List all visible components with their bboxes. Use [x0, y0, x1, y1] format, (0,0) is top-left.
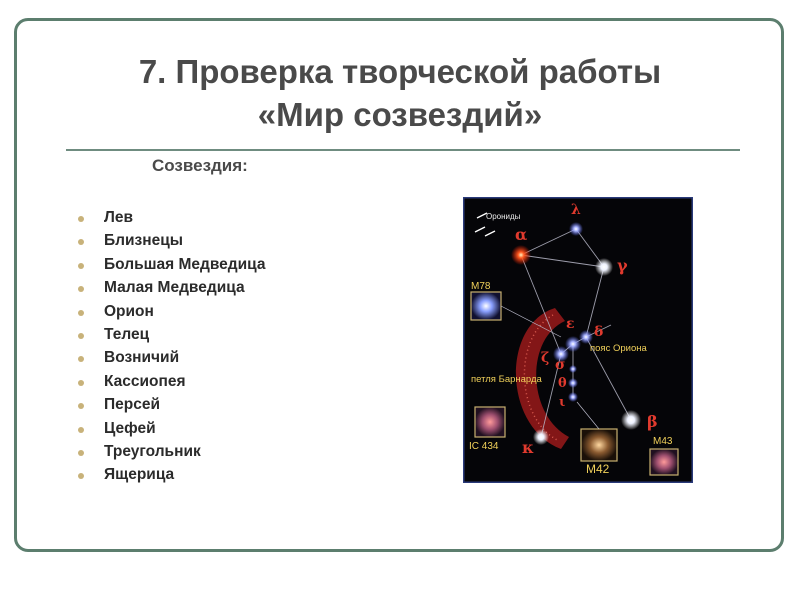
barnard-loop-label: петля Барнарда [471, 374, 542, 385]
label-theta: θ [558, 376, 567, 391]
title-line-1: 7. Проверка творческой работы [138, 53, 662, 90]
slide-title [20, 50, 780, 136]
bullet-icon [78, 310, 84, 316]
star-alpha-betelgeuse [511, 245, 531, 265]
label-beta: β [647, 412, 658, 431]
bullet-icon [78, 333, 84, 339]
bullet-icon [78, 286, 84, 292]
bullet-icon [78, 403, 84, 409]
list-item: Орион [78, 300, 266, 323]
list-item: Большая Медведица [78, 253, 266, 276]
star-beta-rigel [621, 410, 641, 430]
list-item: Треугольник [78, 440, 266, 463]
list-item: Возничий [78, 346, 266, 369]
bullet-icon [78, 239, 84, 245]
star-delta [579, 330, 593, 344]
constellation-list [78, 206, 266, 487]
star-kappa [533, 429, 549, 445]
bullet-icon [78, 263, 84, 269]
inset-m42 [581, 429, 617, 461]
bullet-icon [78, 356, 84, 362]
title-line-2: «Мир созвездий» [257, 96, 543, 133]
constellations-heading: Созвездия: [152, 156, 248, 175]
label-epsilon: ε [566, 316, 575, 332]
label-delta: δ [594, 324, 604, 340]
label-kappa: κ [522, 438, 534, 457]
label-iota: ι [559, 395, 566, 410]
title-divider [66, 149, 740, 151]
list-item: Ящерица [78, 463, 266, 486]
list-item: Персей [78, 393, 266, 416]
orion-belt-label: пояс Ориона [590, 343, 647, 354]
bullet-icon [78, 473, 84, 479]
star-iota [568, 392, 578, 402]
inset-m43 [650, 449, 678, 475]
list-item: Цефей [78, 417, 266, 440]
inset-ic434 [475, 407, 505, 437]
list-item: Кассиопея [78, 370, 266, 393]
label-sigma: σ [555, 357, 566, 373]
bullet-icon [78, 450, 84, 456]
bullet-icon [78, 380, 84, 386]
star-sigma [569, 365, 577, 373]
inset-m78 [471, 292, 501, 320]
list-item: Малая Медведица [78, 276, 266, 299]
star-theta [568, 378, 578, 388]
orion-constellation-map [463, 197, 693, 483]
inset-m78-label: M78 [471, 281, 491, 292]
label-zeta: ζ [541, 350, 550, 366]
inset-ic434-label: IC 434 [469, 441, 499, 452]
label-alpha: α [515, 225, 528, 244]
inset-m42-label: M42 [586, 462, 610, 476]
meteor-label: Орониды [486, 212, 521, 221]
label-lambda: λ [571, 202, 581, 218]
star-lambda [569, 222, 583, 236]
bullet-icon [78, 216, 84, 222]
inset-m43-label: M43 [653, 436, 673, 447]
bullet-icon [78, 427, 84, 433]
label-gamma: γ [617, 256, 628, 275]
star-gamma [595, 258, 613, 276]
list-item: Лев [78, 206, 266, 229]
list-item: Близнецы [78, 229, 266, 252]
list-item: Телец [78, 323, 266, 346]
